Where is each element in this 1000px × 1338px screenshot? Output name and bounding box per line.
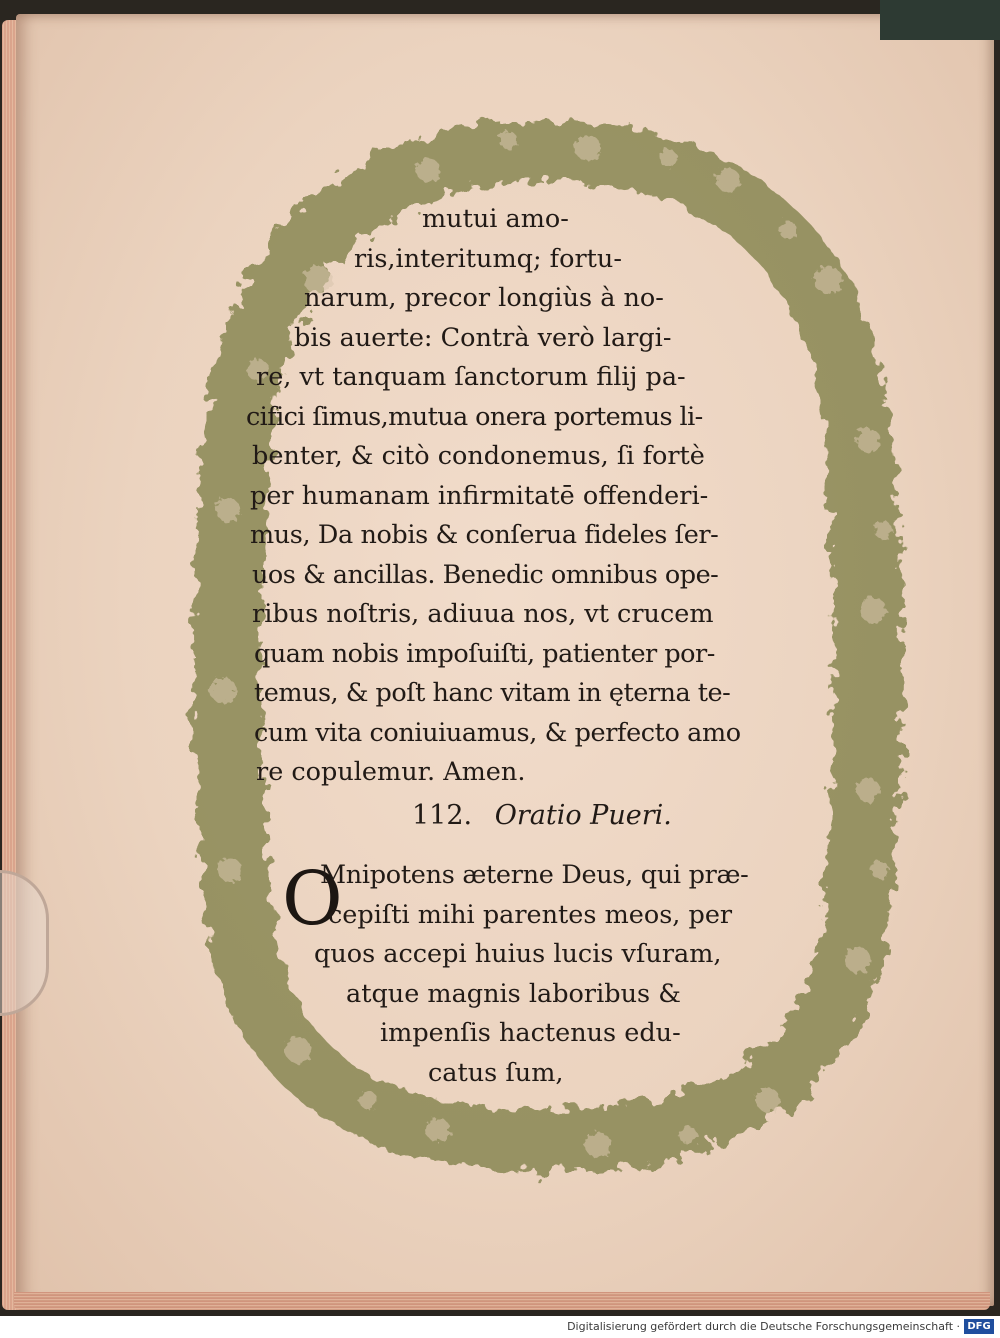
text-line: mus, Da nobis & conſerua fideles ſer- [250,520,719,550]
text-line: quos accepi huius lucis vſuram, [314,939,722,969]
prayer-text-block [230,200,860,793]
text-line: cepiſti mihi parentes meos, per [328,899,733,930]
section-heading [412,800,672,831]
text-line: narum, precor longiùs à no- [304,283,664,313]
text-line: cifici ſimus,mutua onera portemus li- [246,401,703,432]
text-line: benter, & citò condonemus, ſi fortè [252,441,705,471]
text-line: re, vt tanquam ſanctorum filij pa- [256,362,686,392]
text-line: ribus noſtris, adiuua nos, vt crucem [252,599,714,629]
corner-shadow [880,0,1000,40]
text-line: atque magnis laboribus & [346,978,681,1009]
text-line: ris,interitumq; fortu- [354,243,622,274]
text-line: impenſis hactenus edu- [380,1018,681,1048]
prayer-title: Oratio Pueri. [494,800,672,831]
funding-credit: Digitalisierung gefördert durch die Deutsche Forschungsgemeinschaft · [567,1320,960,1333]
text-line: uos & ancillas. Benedic omnibus ope- [252,559,719,590]
text-line: Mnipotens æterne Deus, qui præ- [320,860,749,890]
text-line: temus, & poſt hanc vitam in ęterna te- [254,678,731,708]
prayer-number: 112. [412,800,473,831]
text-line: catus ſum, [428,1057,564,1088]
text-line: cum vita coniuiuamus, & perfecto amo [254,717,741,748]
text-line: quam nobis impoſuiſti, patienter por- [254,638,715,669]
text-line: mutui amo- [422,204,569,234]
dfg-logo: DFG [964,1319,994,1334]
page-edges-bottom [14,1292,990,1310]
text-line: re copulemur. Amen. [256,757,526,787]
text-line: per humanam infirmitatē offenderi- [250,480,709,511]
drop-cap: O [282,856,343,942]
prayer-text-block-2 [228,856,868,1093]
text-line: bis auerte: Contrà verò largi- [294,322,672,353]
